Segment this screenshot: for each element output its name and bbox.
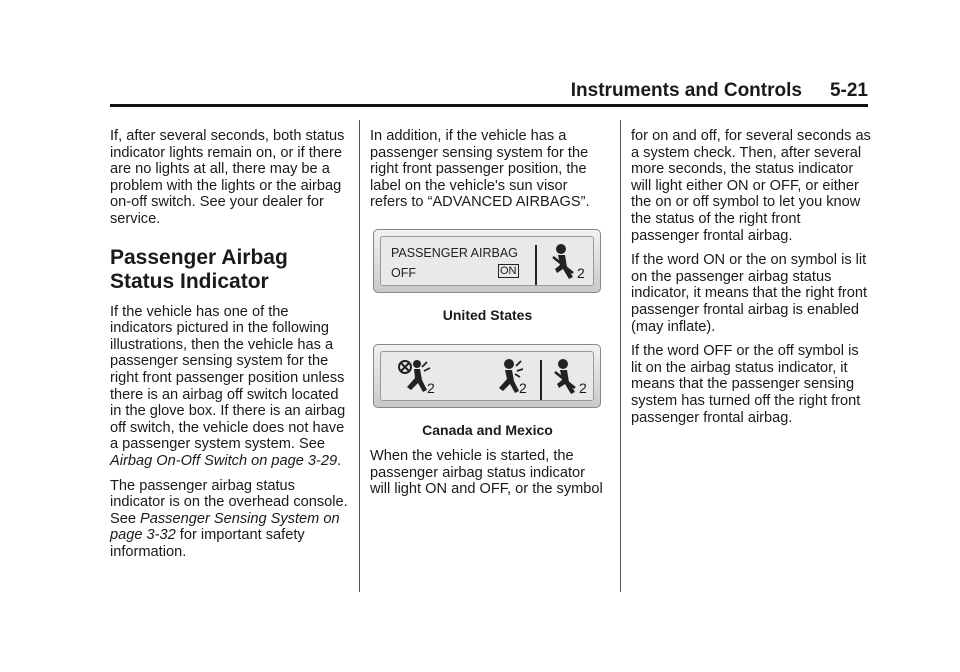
cross-reference-link[interactable]: Airbag On-Off Switch on page 3‑29	[110, 452, 338, 469]
airbag-on-icon	[489, 358, 523, 398]
paragraph: If the word ON or the on symbol is lit on the passenger airbag status indicator, it means that the right front passenger frontal airbag is enabled (may inflate).	[631, 252, 868, 335]
paragraph: If, after several seconds, both status indicator lights remain on, or if there are no lights at all, there may be a problem with the lights or the airbag on-off switch. See your dealer for service.	[110, 128, 345, 227]
page-number: 5-21	[829, 80, 868, 101]
on-label: ON	[500, 264, 517, 277]
us-indicator-illustration	[373, 229, 601, 293]
paragraph: If the word OFF or the off symbol is lit on the airbag status indicator, it means that the passenger sensing system has turned off the right front passenger frontal airbag.	[631, 343, 861, 426]
off-label: OFF	[391, 265, 416, 280]
indicator-face	[380, 236, 594, 286]
section-title: Instruments and Controls	[570, 80, 802, 101]
canada-mexico-indicator-illustration	[373, 344, 601, 408]
text: The passenger airbag status indicator is on the overhead console. See	[110, 477, 348, 527]
icon-number: 2	[579, 379, 587, 396]
column-1	[110, 128, 350, 568]
passenger-airbag-icon	[551, 243, 577, 283]
paragraph: In addition, if the vehicle has a passenger sensing system for the right front passenger position, the label on the vehicle's sun visor refers to “ADVANCED AIRBAGS”.	[370, 128, 590, 211]
icon-number: 2	[577, 264, 585, 281]
column-3	[631, 128, 871, 434]
page-header	[110, 80, 868, 102]
cross-reference-link[interactable]: Passenger Sensing System on page 3‑32	[110, 510, 340, 544]
seatbelt-passenger-icon	[553, 358, 579, 398]
passenger-airbag-label: PASSENGER AIRBAG	[391, 245, 518, 260]
paragraph	[110, 304, 350, 470]
column-2	[370, 128, 605, 506]
paragraph: When the vehicle is started, the passenger airbag status indicator will light ON and OFF, or the symbol	[370, 448, 603, 498]
figure-caption: United States	[442, 306, 533, 323]
text: for important safety information.	[110, 527, 305, 560]
header-rule	[110, 104, 868, 107]
paragraph: for on and off, for several seconds as a system check. Then, after several more seconds, the status indicator will light either ON or OFF, or either the on or off symbol to let you know the status of the right front passenger frontal airbag.	[631, 128, 871, 244]
indicator-divider	[535, 245, 537, 285]
icon-number: 2	[519, 379, 527, 396]
paragraph	[110, 478, 350, 561]
indicator-face	[380, 351, 594, 401]
figure-caption: Canada and Mexico	[422, 421, 553, 438]
airbag-off-icon	[397, 358, 431, 398]
section-heading: Passenger Airbag Status Indicator	[110, 245, 288, 293]
column-divider	[359, 120, 360, 592]
text: If the vehicle has one of the indicators pictured in the following illustrations, then the vehicle has a passenger sensing system for the right front passenger position unless there is an airbag off switch located in the glove box. If there is an airbag off switch, the vehicle does not have a passenger system system. See	[110, 303, 346, 453]
icon-number: 2	[427, 379, 435, 396]
indicator-divider	[540, 360, 542, 400]
text: .	[337, 452, 342, 469]
column-divider	[620, 120, 621, 592]
